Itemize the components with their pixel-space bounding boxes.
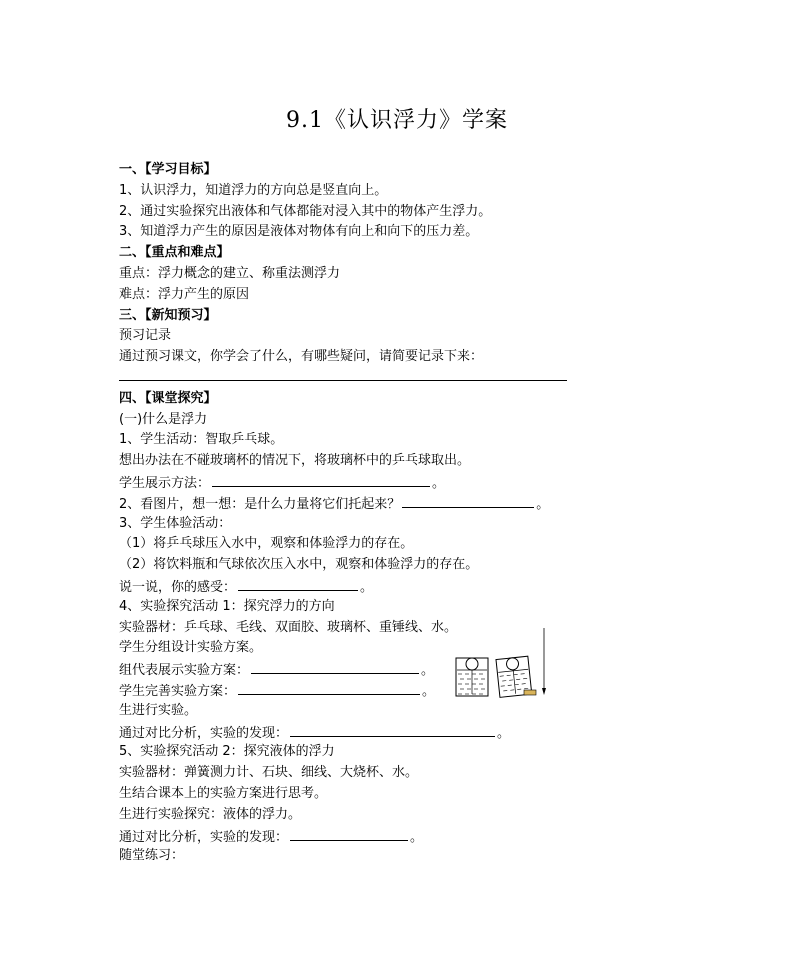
text-line — [119, 181, 679, 202]
line-text: 1、学生活动：智取乒乓球。 — [119, 432, 284, 448]
text-line — [119, 659, 679, 680]
line-text: 1、认识浮力，知道浮力的方向总是竖直向上。 — [119, 182, 388, 198]
line-text: 难点：浮力产生的原因 — [119, 286, 250, 302]
line-text: 学生分组设计实验方案。 — [119, 640, 263, 656]
text-line — [119, 763, 679, 784]
text-line — [119, 805, 679, 826]
line-text: 三、【新知预习】 — [119, 307, 217, 323]
text-line — [119, 846, 679, 867]
fill-in-blank[interactable] — [238, 576, 358, 591]
text-line — [119, 285, 679, 306]
text-line — [119, 701, 679, 722]
line-text: 想出办法在不碰玻璃杯的情况下，将玻璃杯中的乒乓球取出。 — [119, 453, 471, 469]
document-body — [119, 160, 679, 867]
line-text: 通过预习课文，你学会了什么，有哪些疑问，请简要记录下来： — [119, 349, 484, 365]
line-punctuation: 。 — [497, 725, 511, 741]
fill-in-blank[interactable] — [290, 722, 495, 737]
line-text: 生结合课本上的实验方案进行思考。 — [119, 785, 328, 801]
buoyancy-experiment-figure — [454, 628, 554, 698]
text-line — [119, 618, 679, 639]
line-text: （1）将乒乓球压入水中，观察和体验浮力的存在。 — [119, 536, 414, 552]
line-text: 二、【重点和难点】 — [119, 245, 230, 261]
fill-in-blank[interactable] — [402, 493, 534, 508]
line-text: (一)什么是浮力 — [119, 411, 208, 427]
answer-rule[interactable] — [119, 368, 679, 389]
text-line — [119, 680, 679, 701]
text-line — [119, 472, 679, 493]
text-line — [119, 451, 679, 472]
line-text: 3、知道浮力产生的原因是液体对物体有向上和向下的压力差。 — [119, 224, 479, 240]
fill-in-blank[interactable] — [212, 472, 430, 487]
line-text: 一、【学习目标】 — [119, 162, 217, 177]
line-text: 生进行实验。 — [119, 702, 198, 718]
line-text: 生进行实验探究：液体的浮力。 — [119, 806, 302, 822]
line-text: 5、实验探究活动 2：探究液体的浮力 — [119, 744, 335, 760]
text-line — [119, 326, 679, 347]
text-line — [119, 514, 679, 535]
text-line — [119, 534, 679, 555]
document-title: 9.1《认识浮力》学案 — [286, 108, 508, 133]
fill-in-blank[interactable] — [290, 826, 408, 841]
line-text: 3、学生体验活动： — [119, 515, 232, 531]
text-line — [119, 576, 679, 597]
text-line — [119, 430, 679, 451]
text-line — [119, 638, 679, 659]
line-text: 随堂练习： — [119, 848, 185, 864]
line-text: 实验器材：弹簧测力计、石块、细线、大烧杯、水。 — [119, 765, 419, 781]
line-text: （2）将饮料瓶和气球依次压入水中，观察和体验浮力的存在。 — [119, 557, 479, 573]
text-line — [119, 722, 679, 743]
line-punctuation: 。 — [421, 663, 435, 679]
text-line — [119, 410, 679, 431]
text-line — [119, 784, 679, 805]
wedge-block — [524, 690, 536, 695]
section-heading — [119, 160, 679, 181]
text-line — [119, 555, 679, 576]
fill-in-blank[interactable] — [251, 659, 419, 674]
plumb-line — [542, 628, 546, 695]
section-heading — [119, 306, 679, 327]
line-text: 重点：浮力概念的建立、称重法测浮力 — [119, 265, 341, 281]
text-line — [119, 597, 679, 618]
left-beaker — [456, 658, 488, 696]
line-text: 通过对比分析，实验的发现： — [119, 829, 289, 845]
text-line — [119, 222, 679, 243]
line-text: 学生完善实验方案： — [119, 683, 237, 699]
line-text: 4、实验探究活动 1：探究浮力的方向 — [119, 598, 335, 614]
line-text: 四、【课堂探究】 — [119, 390, 217, 406]
line-text: 2、通过实验探究出液体和气体都能对浸入其中的物体产生浮力。 — [119, 203, 492, 219]
line-text: 说一说，你的感受： — [119, 579, 237, 595]
line-punctuation: 。 — [360, 579, 374, 595]
line-text: 实验器材：乒乓球、毛线、双面胶、玻璃杯、重锤线、水。 — [119, 619, 458, 635]
section-heading — [119, 243, 679, 264]
fill-in-blank[interactable] — [238, 680, 420, 695]
section-heading — [119, 389, 679, 410]
text-line — [119, 493, 679, 514]
text-line — [119, 202, 679, 223]
text-line — [119, 826, 679, 847]
line-text: 组代表展示实验方案： — [119, 663, 250, 679]
line-punctuation: 。 — [432, 475, 446, 491]
line-text: 2、看图片，想一想：是什么力量将它们托起来？ — [119, 496, 401, 512]
text-line — [119, 347, 679, 368]
line-punctuation: 。 — [410, 829, 424, 845]
text-line — [119, 264, 679, 285]
line-text: 预习记录 — [119, 328, 172, 344]
line-text: 学生展示方法： — [119, 475, 211, 491]
line-punctuation: 。 — [422, 683, 436, 699]
text-line — [119, 742, 679, 763]
line-text: 通过对比分析，实验的发现： — [119, 725, 289, 741]
line-punctuation: 。 — [536, 496, 550, 512]
